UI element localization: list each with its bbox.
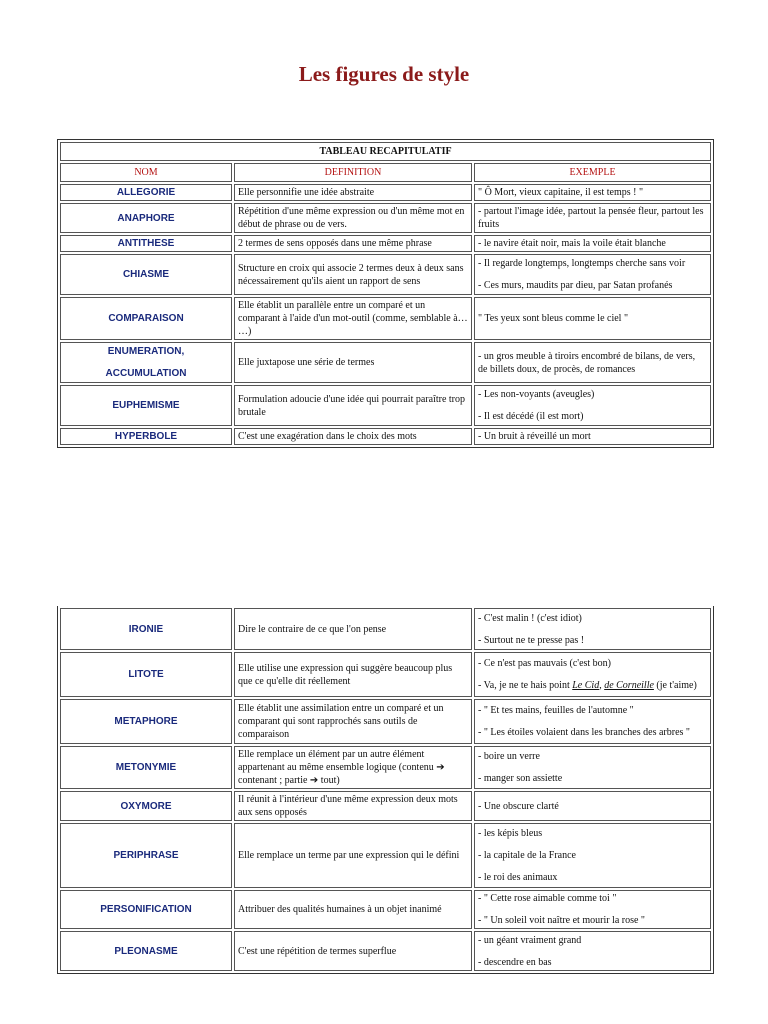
example-cell [474, 823, 711, 888]
term-cell [60, 385, 232, 426]
term-name: ALLEGORIE [116, 187, 176, 198]
example-line: - " Cette rose aimable comme toi " [478, 893, 617, 904]
definition-cell: Elle personnifie une idée abstraite [234, 184, 472, 201]
term-name: METONYMIE [115, 762, 177, 773]
table-row [60, 746, 711, 789]
definition-cell: Elle remplace un élément par un autre élément appartenant au même ensemble logique (contenu ➔ contenant ; partie ➔ tout) [234, 746, 472, 789]
example-cell [474, 699, 711, 744]
term-name: ANAPHORE [117, 212, 175, 224]
definition-cell: Attribuer des qualités humaines à un objet inanimé [234, 890, 472, 929]
example-line: - un gros meuble à tiroirs encombré de bilans, de vers, de billets doux, de procès, de romances [478, 350, 696, 375]
example-cell [474, 791, 711, 821]
definition-cell: Répétition d'une même expression ou d'un même mot en début de phrase ou de vers. [234, 203, 472, 233]
table-row [60, 608, 711, 650]
table-row [60, 823, 711, 888]
definition-cell: Elle établit un parallèle entre un comparé et un comparant à l'aide d'un mot-outil (comme, semblable à… …) [234, 297, 472, 340]
term-name: IRONIE [128, 623, 164, 635]
example-line: - un géant vraiment grand [478, 934, 582, 946]
example-cell [474, 746, 711, 789]
quote-suffix: (je t'aime) [656, 680, 697, 691]
table-row [60, 931, 711, 971]
term-name: LITOTE [128, 669, 164, 680]
example-cell [474, 931, 711, 971]
example-line: - Une obscure clarté [478, 800, 559, 812]
term-name: PERIPHRASE [113, 850, 179, 861]
table-row [60, 791, 711, 821]
table-row [60, 297, 711, 340]
term-cell [60, 235, 232, 252]
example-line: - " Les étoiles volaient dans les branches des arbres " [478, 727, 690, 738]
example-line: - Ce n'est pas mauvais (c'est bon) [478, 658, 612, 669]
example-line: - " Un soleil voit naître et mourir la rose " [478, 915, 646, 926]
example-line: - " Et tes mains, feuilles de l'automne " [478, 705, 634, 716]
example-line: - descendre en bas [478, 956, 552, 968]
example-line: " Ô Mort, vieux capitaine, il est temps ! " [478, 187, 644, 198]
example-line: - Il est décédé (il est mort) [478, 411, 584, 422]
example-cell [474, 184, 711, 201]
term-name: OXYMORE [120, 800, 172, 812]
definition-cell: Formulation adoucie d'une idée qui pourrait paraître trop brutale [234, 385, 472, 426]
example-line: - Un bruit à réveillé un mort [478, 431, 591, 442]
table-row [60, 699, 711, 744]
table-row [60, 203, 711, 233]
term-name: COMPARAISON [108, 313, 184, 324]
example-line: " Tes yeux sont bleus comme le ciel " [478, 313, 629, 324]
term-name: ENUMERATION, [107, 346, 185, 357]
definition-cell: Structure en croix qui associe 2 termes deux à deux sans nécessairement qu'ils aient un rapport de sens [234, 254, 472, 295]
term-name: METAPHORE [114, 716, 178, 727]
term-cell [60, 652, 232, 697]
example-cell [474, 652, 711, 697]
example-line: - manger son assiette [478, 773, 563, 784]
example-cell [474, 342, 711, 383]
definition-cell: Il réunit à l'intérieur d'une même expression deux mots aux sens opposés [234, 791, 472, 821]
example-cell [474, 203, 711, 233]
term-cell [60, 254, 232, 295]
column-header-exemple: EXEMPLE [474, 163, 711, 182]
example-line: - C'est malin ! (c'est idiot) [478, 612, 582, 624]
definition-cell: 2 termes de sens opposés dans une même phrase [234, 235, 472, 252]
example-cell [474, 428, 711, 445]
term-name: PLEONASME [114, 945, 178, 957]
example-cell [474, 608, 711, 650]
term-name: ACCUMULATION [105, 368, 187, 379]
example-line: - Les non-voyants (aveugles) [478, 389, 595, 400]
summary-table-top [57, 139, 714, 448]
quote-author: de Corneille [604, 680, 654, 691]
example-cell [474, 235, 711, 252]
term-cell [60, 823, 232, 888]
term-cell [60, 608, 232, 650]
example-line: - partout l'image idée, partout la pensée fleur, partout les fruits [478, 206, 704, 230]
example-cell [474, 385, 711, 426]
example-line: - le roi des animaux [478, 872, 558, 883]
term-cell [60, 890, 232, 929]
term-cell [60, 342, 232, 383]
column-header-definition: DEFINITION [234, 163, 472, 182]
term-cell [60, 791, 232, 821]
table-row [60, 254, 711, 295]
term-cell [60, 746, 232, 789]
summary-table-bottom [57, 606, 714, 974]
term-cell [60, 699, 232, 744]
definition-cell: C'est une exagération dans le choix des mots [234, 428, 472, 445]
table-row [60, 428, 711, 445]
table-row [60, 385, 711, 426]
example-cell [474, 254, 711, 295]
term-name: ANTITHESE [117, 238, 175, 249]
definition-cell: C'est une répétition de termes superflue [234, 931, 472, 971]
term-cell [60, 297, 232, 340]
column-header-nom: NOM [60, 163, 232, 182]
example-line: - Va, je ne te hais point Le Cid, de Corneille (je t'aime) [478, 680, 697, 691]
term-name: PERSONIFICATION [100, 904, 192, 915]
example-line: - boire un verre [478, 751, 540, 762]
example-line: - Il regarde longtemps, longtemps cherche sans voir [478, 258, 686, 269]
example-cell [474, 297, 711, 340]
term-cell [60, 428, 232, 445]
table-row [60, 184, 711, 201]
table-row [60, 890, 711, 929]
definition-cell: Elle utilise une expression qui suggère beaucoup plus que ce qu'elle dit réellement [234, 652, 472, 697]
example-line: - Ces murs, maudits par dieu, par Satan profanés [478, 280, 673, 291]
table-row [60, 652, 711, 697]
table-body-top [60, 184, 711, 445]
term-cell [60, 184, 232, 201]
table-row [60, 342, 711, 383]
example-line: - le navire était noir, mais la voile était blanche [478, 238, 666, 249]
page-title: Les figures de style [298, 62, 470, 86]
definition-cell: Dire le contraire de ce que l'on pense [234, 608, 472, 650]
term-cell [60, 931, 232, 971]
term-name: HYPERBOLE [114, 431, 178, 442]
example-line: - Surtout ne te presse pas ! [478, 634, 585, 646]
table-body-bottom [60, 608, 711, 971]
definition-cell: Elle remplace un terme par une expression qui le défini [234, 823, 472, 888]
table-caption: TABLEAU RECAPITULATIF [60, 142, 711, 161]
quote-prefix: - Va, je ne te hais point [478, 680, 573, 691]
definition-cell: Elle établit une assimilation entre un comparé et un comparant qui sont rapprochés sans outils de comparaison [234, 699, 472, 744]
table-row [60, 235, 711, 252]
term-cell [60, 203, 232, 233]
example-line: - la capitale de la France [478, 850, 576, 861]
term-name: EUPHEMISME [112, 400, 180, 411]
example-line: - les képis bleus [478, 828, 543, 839]
definition-cell: Elle juxtapose une série de termes [234, 342, 472, 383]
example-cell [474, 890, 711, 929]
term-name: CHIASME [122, 269, 170, 280]
quote-work: Le Cid [572, 680, 600, 691]
